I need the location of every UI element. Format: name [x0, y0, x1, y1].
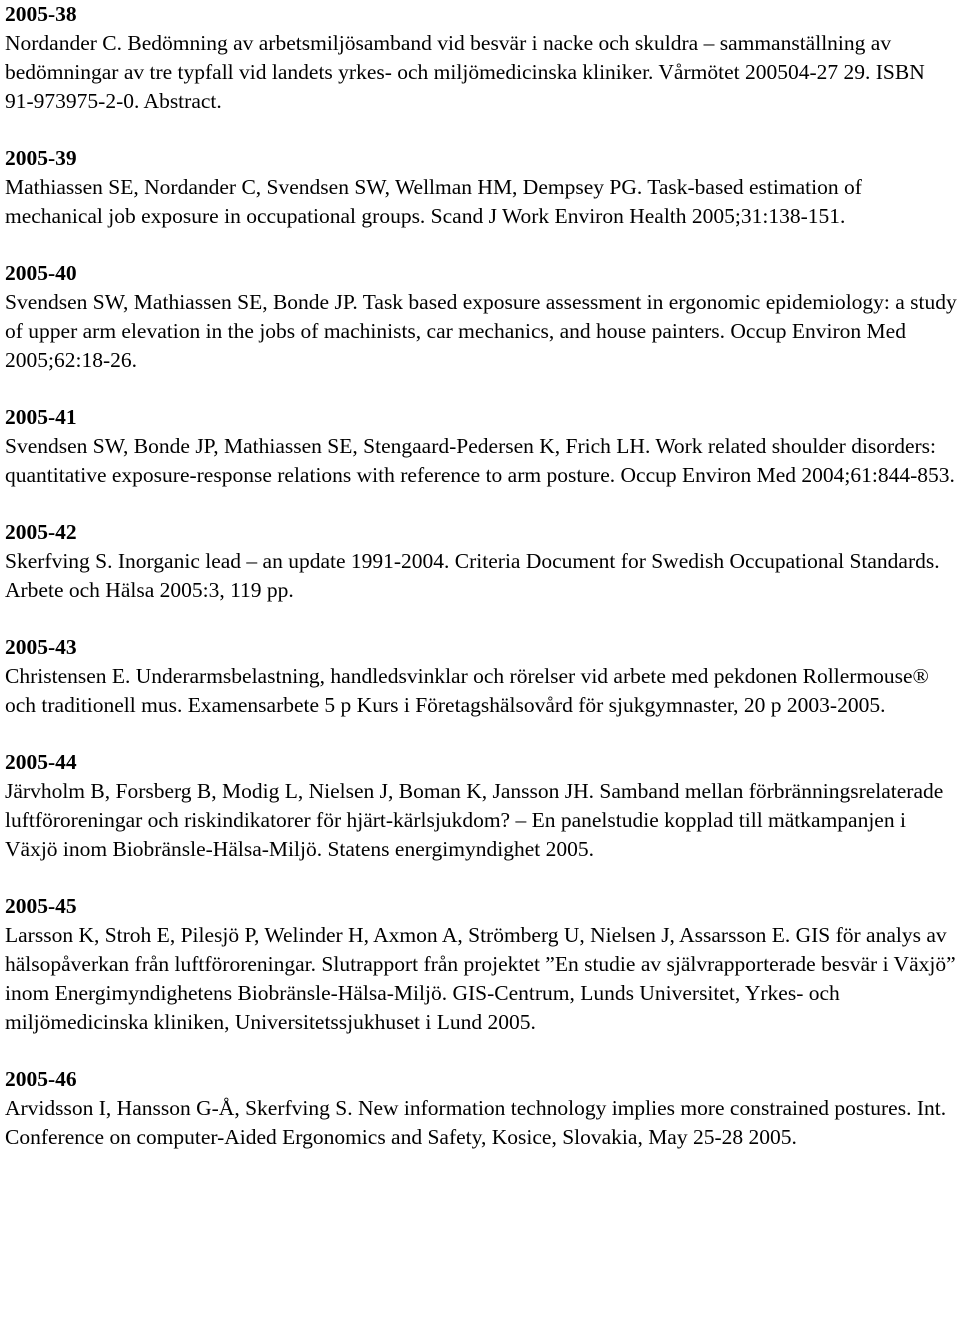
reference-entry — [5, 144, 957, 231]
reference-id: 2005-46 — [5, 1067, 77, 1091]
reference-entry — [5, 748, 957, 864]
reference-text: Järvholm B, Forsberg B, Modig L, Nielsen J, Boman K, Jansson JH. Samband mellan förbränningsrelaterade luftföroreningar och riskindikatorer för hjärt-kärlsjukdom? – En panelstudie kopplad till mätkampanjen i Växjö inom Biobränsle-Hälsa-Miljö. Statens energimyndighet 2005. — [5, 779, 944, 861]
reference-id: 2005-44 — [5, 750, 77, 774]
reference-entry — [5, 259, 957, 375]
reference-text: Mathiassen SE, Nordander C, Svendsen SW, Wellman HM, Dempsey PG. Task-based estimation of mechanical job exposure in occupational groups. Scand J Work Environ Health 2005;31:138-151. — [5, 175, 862, 228]
reference-entry — [5, 518, 957, 605]
reference-text: Svendsen SW, Bonde JP, Mathiassen SE, Stengaard-Pedersen K, Frich LH. Work related shoulder disorders: quantitative exposure-response relations with reference to arm posture. Occup Environ Med 2004;61:844-853. — [5, 434, 955, 487]
reference-id: 2005-45 — [5, 894, 77, 918]
reference-id: 2005-40 — [5, 261, 77, 285]
reference-text: Christensen E. Underarmsbelastning, handledsvinklar och rörelser vid arbete med pekdonen Rollermouse® och traditionell mus. Examensarbete 5 p Kurs i Företagshälsovård för sjukgymnaster, 20 p 2003-2005. — [5, 664, 929, 717]
reference-text: Skerfving S. Inorganic lead – an update 1991-2004. Criteria Document for Swedish Occupational Standards. Arbete och Hälsa 2005:3, 119 pp. — [5, 549, 940, 602]
reference-entry — [5, 1065, 957, 1152]
reference-entry — [5, 633, 957, 720]
reference-id: 2005-42 — [5, 520, 77, 544]
reference-id: 2005-41 — [5, 405, 77, 429]
reference-text: Arvidsson I, Hansson G-Å, Skerfving S. New information technology implies more constrained postures. Int. Conference on computer-Aided Ergonomics and Safety, Kosice, Slovakia, May 25-28 2005. — [5, 1096, 947, 1149]
reference-id: 2005-38 — [5, 2, 77, 26]
reference-entry — [5, 0, 957, 116]
reference-text: Svendsen SW, Mathiassen SE, Bonde JP. Task based exposure assessment in ergonomic epidemiology: a study of upper arm elevation in the jobs of machinists, car mechanics, and house painters. Occup Environ Med 2005;62:18-26. — [5, 290, 957, 372]
reference-text: Nordander C. Bedömning av arbetsmiljösamband vid besvär i nacke och skuldra – sammanställning av bedömningar av tre typfall vid landets yrkes- och miljömedicinska kliniker. Vårmötet 200504-27 29. ISBN 91-973975-2-0. Abstract. — [5, 31, 925, 113]
reference-entry — [5, 403, 957, 490]
reference-list — [5, 0, 957, 1180]
reference-id: 2005-43 — [5, 635, 77, 659]
reference-id: 2005-39 — [5, 146, 77, 170]
reference-entry — [5, 892, 957, 1037]
reference-text: Larsson K, Stroh E, Pilesjö P, Welinder H, Axmon A, Strömberg U, Nielsen J, Assarsson E. GIS för analys av hälsopåverkan från luftföroreningar. Slutrapport från projektet ”En studie av självrapporterade besvär i Växjö” inom Energimyndighetens Biobränsle-Hälsa-Miljö. GIS-Centrum, Lunds Universitet, Yrkes- och miljömedicinska kliniken, Universitetssjukhuset i Lund 2005. — [5, 923, 956, 1034]
